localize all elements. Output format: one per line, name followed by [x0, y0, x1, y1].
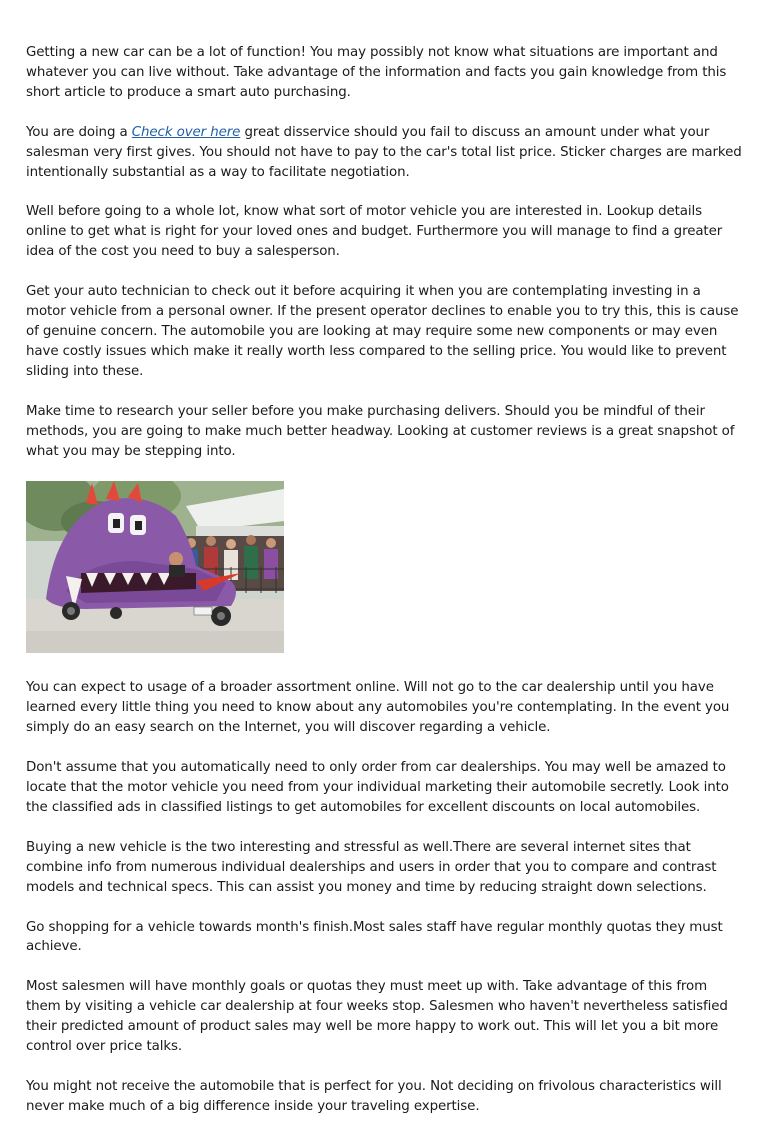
paragraph-perfect-car: You might not receive the automobile that is perfect for you. Not deciding on frivolous characteristics will never make much of a big difference inside your traveling expertise. — [26, 1079, 722, 1114]
paragraph-sales-quotas: Most salesmen will have monthly goals or quotas they must meet up with. Take advantage of this from them by visiting a vehicle car dealership at four weeks stop. Salesmen who haven't nevertheless satisfied their predicted amount of product sales may well be more happy to work out. This will let you a bit more control over price talks. — [26, 979, 728, 1055]
paragraph-text-post: great disservice should you fail to discuss an amount under what your salesman very first gives. You should not have to pay to the car's total list price. Sticker charges are marked intentionally substantial as a way to facilitate negotiation. — [26, 124, 742, 180]
paragraph-negotiation — [26, 123, 742, 183]
document-page — [26, 43, 742, 1137]
paragraph-text-pre: You are doing a — [26, 124, 132, 140]
paragraph-online-search: You can expect to usage of a broader assortment online. Will not go to the car dealership until you have learned every little thing you need to know about any automobiles you're contemplating. In the event you simply do an easy search on the Internet, you will discover regarding a vehicle. — [26, 680, 730, 736]
paragraph-private-sellers: Don't assume that you automatically need to only order from car dealerships. You may well be amazed to locate that the motor vehicle you need from your individual marketing their automobile secretly. Look into the classified ads in classified listings to get automobiles for excellent discounts on local automobiles. — [26, 760, 729, 815]
monster-art-car-photo — [26, 481, 284, 653]
check-over-here-link[interactable]: Check over here — [131, 124, 241, 140]
paragraph-mechanic: Get your auto technician to check out it before acquiring it when you are contemplating investing in a motor vehicle from a personal owner. If the present operator declines to enable you to try this, this is cause of genuine concern. The automobile you are looking at may require some new components or may even have costly issues which make it really worth less compared to the selling price. You would like to prevent sliding into these. — [26, 284, 739, 379]
paragraph-seller-research: Make time to research your seller before you make purchasing delivers. Should you be mindful of their methods, you are going to make much better headway. Looking at customer reviews is a great snapshot of what you may be stepping into. — [26, 403, 735, 459]
paragraph-research-vehicle: Well before going to a whole lot, know what sort of motor vehicle you are interested in. Lookup details online to get what is right for your loved ones and budget. Furthermore you will manage to find a greater idea of the cost you need to buy a salesperson. — [26, 204, 723, 260]
paragraph-month-end: Go shopping for a vehicle towards month's finish.Most sales staff have regular monthly quotas they must achieve. — [26, 919, 723, 955]
paragraph-intro: Getting a new car can be a lot of function! You may possibly not know what situations are important and whatever you can live without. Take advantage of the information and facts you gain knowledge from this short article to produce a smart auto purchasing. — [26, 45, 727, 100]
paragraph-comparison-sites: Buying a new vehicle is the two interesting and stressful as well.There are several internet sites that combine info from numerous individual dealerships and users in order that you to compare and contrast models and technical specs. This can assist you money and time by reducing straight down selections. — [26, 839, 717, 895]
